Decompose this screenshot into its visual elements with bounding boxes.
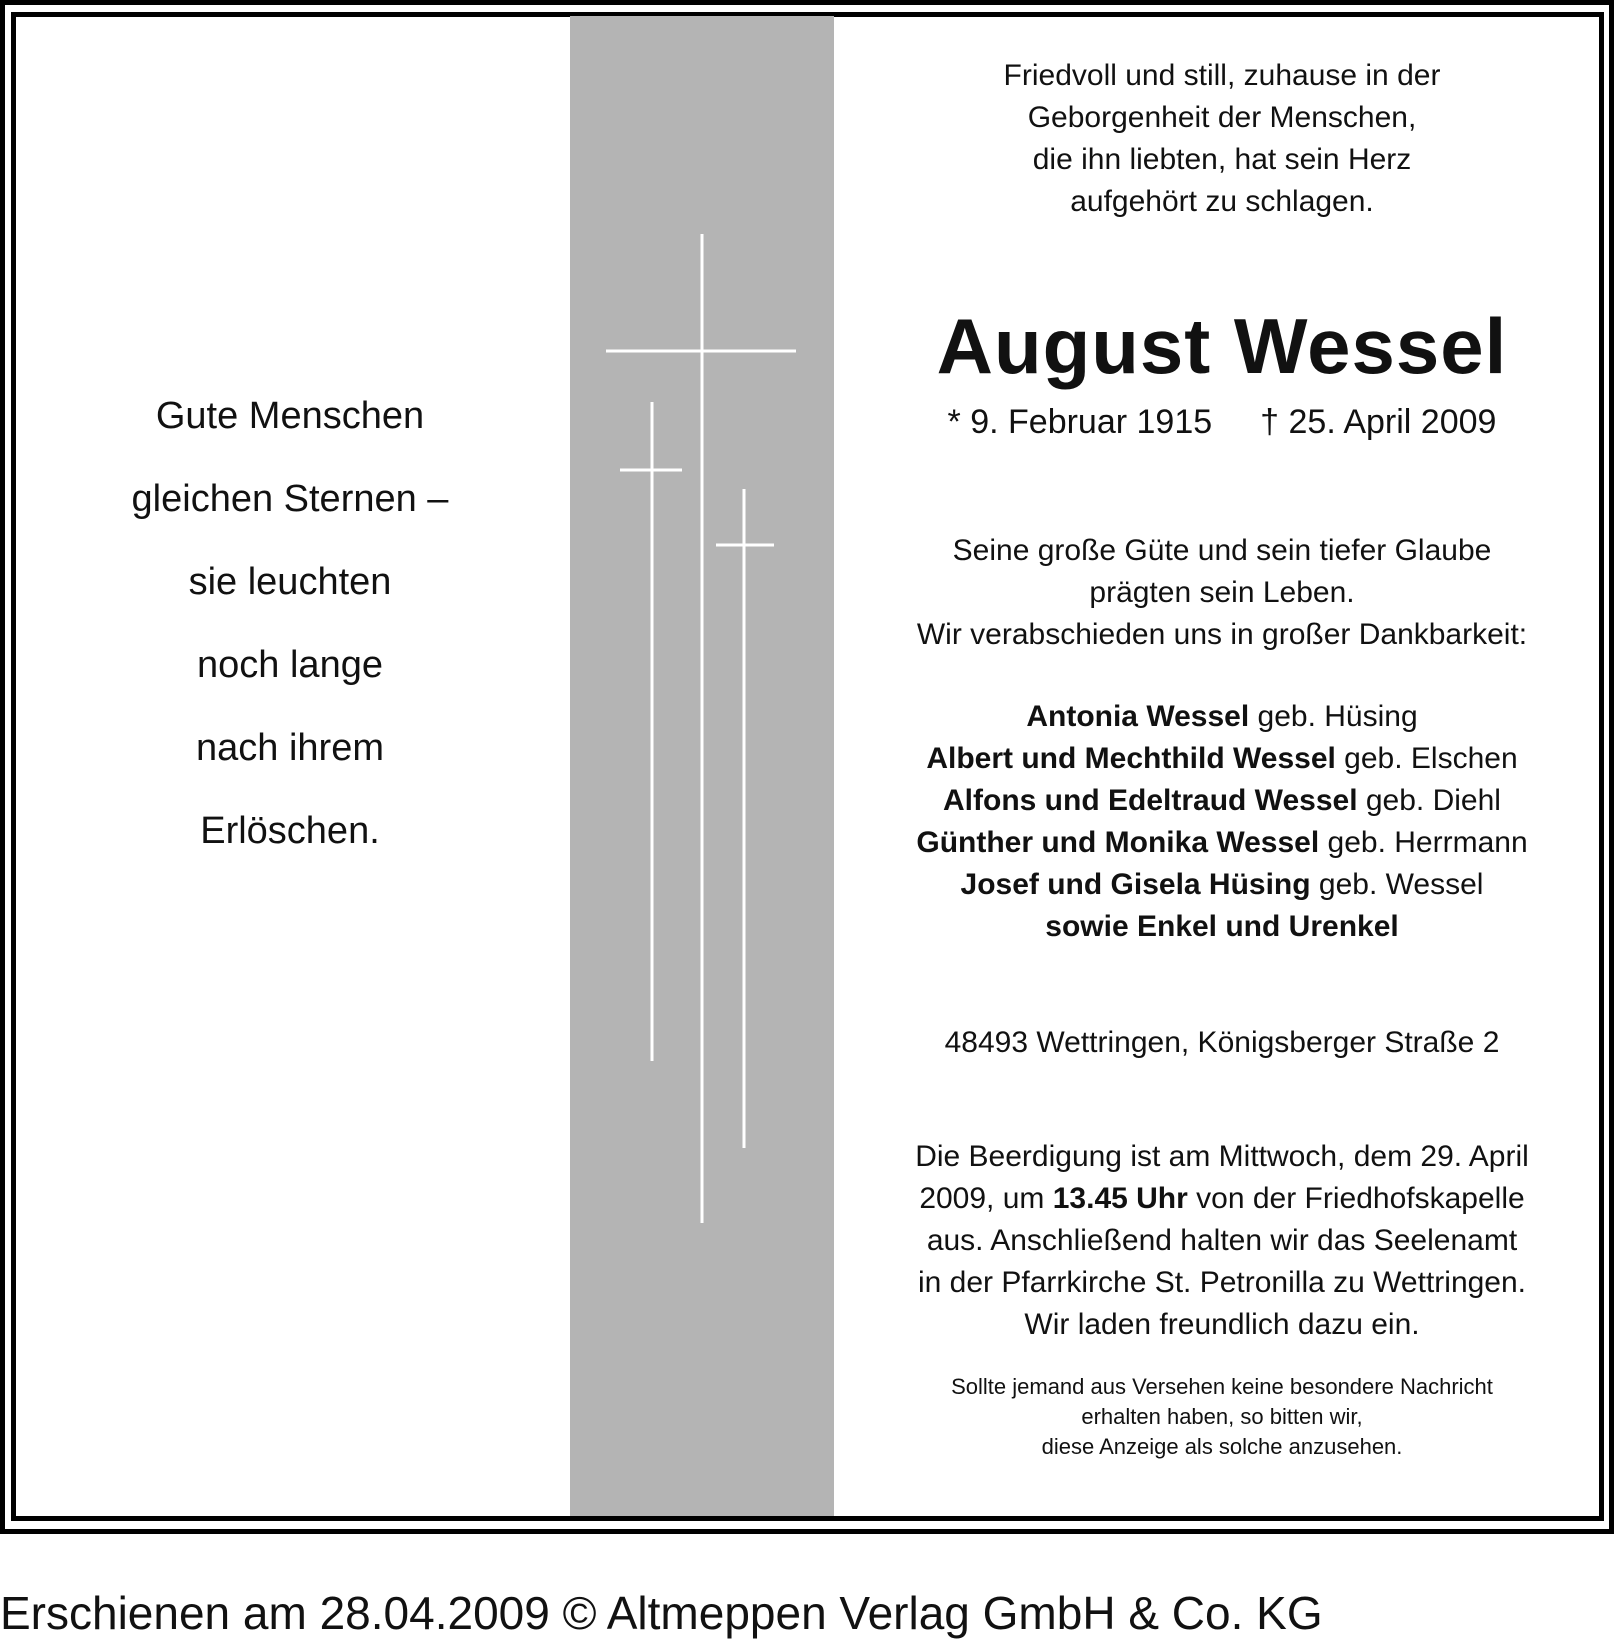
funeral-time: 13.45 Uhr	[1052, 1182, 1188, 1215]
cross-icon-medium	[620, 402, 682, 1061]
family-member-maiden: geb. Herrmann	[1319, 826, 1528, 859]
death-date: † 25. April 2009	[1260, 403, 1497, 441]
intro-line: aufgehört zu schlagen.	[1070, 185, 1374, 218]
family-member	[836, 864, 1608, 906]
publication-footer: Erschienen am 28.04.2009 © Altmeppen Verlag GmbH & Co. KG	[0, 1587, 1323, 1639]
family-member-names: Alfons und Edeltraud Wessel	[943, 784, 1358, 817]
notice-line: Sollte jemand aus Versehen keine besondere Nachricht	[951, 1374, 1493, 1399]
family-member-maiden: geb. Diehl	[1357, 784, 1501, 817]
family-member-maiden: geb. Hüsing	[1249, 700, 1418, 733]
family-member-maiden: geb. Elschen	[1335, 742, 1518, 775]
cross-icon-large	[606, 234, 796, 1223]
family-member-maiden: geb. Wessel	[1310, 868, 1484, 901]
poem-line: nach ihrem	[196, 727, 384, 769]
family-list	[836, 696, 1608, 948]
family-member-names: Albert und Mechthild Wessel	[926, 742, 1336, 775]
funeral-line	[836, 1178, 1608, 1220]
intro-line: Friedvoll und still, zuhause in der	[1003, 59, 1441, 92]
life-dates	[836, 400, 1608, 444]
deceased-name: August Wessel	[936, 302, 1508, 390]
address: 48493 Wettringen, Königsberger Straße 2	[944, 1026, 1500, 1059]
funeral-details	[836, 1136, 1608, 1346]
message-line: prägten sein Leben.	[1089, 576, 1355, 609]
cross-icon-small	[716, 489, 774, 1148]
intro-line: die ihn liebten, hat sein Herz	[1032, 143, 1412, 176]
family-member	[836, 780, 1608, 822]
family-member	[836, 906, 1608, 948]
family-member-names: sowie Enkel und Urenkel	[1045, 910, 1399, 943]
family-member	[836, 822, 1608, 864]
funeral-line: Die Beerdigung ist am Mittwoch, dem 29. April	[915, 1140, 1529, 1173]
poem-line: noch lange	[197, 644, 383, 686]
funeral-text: 2009, um	[919, 1182, 1053, 1215]
crosses-illustration	[570, 16, 834, 1516]
poem-line: gleichen Sternen –	[131, 478, 449, 520]
birth-date: * 9. Februar 1915	[947, 403, 1213, 441]
family-member	[836, 696, 1608, 738]
poem-line: Erlöschen.	[200, 810, 380, 852]
notice-line: erhalten haben, so bitten wir,	[1081, 1404, 1363, 1429]
family-member	[836, 738, 1608, 780]
funeral-line: aus. Anschließend halten wir das Seelenamt	[926, 1224, 1518, 1257]
notice-line: diese Anzeige als solche anzusehen.	[1041, 1434, 1403, 1459]
funeral-line: Wir laden freundlich dazu ein.	[1024, 1308, 1420, 1341]
family-member-names: Josef und Gisela Hüsing	[960, 868, 1311, 901]
notice-text	[836, 1372, 1608, 1462]
poem-line: sie leuchten	[188, 561, 392, 603]
funeral-text: von der Friedhofskapelle	[1187, 1182, 1525, 1215]
tribute-message	[836, 530, 1608, 656]
intro-line: Geborgenheit der Menschen,	[1027, 101, 1417, 134]
family-member-names: Günther und Monika Wessel	[916, 826, 1320, 859]
funeral-line: in der Pfarrkirche St. Petronilla zu Wettringen.	[917, 1266, 1527, 1299]
poem-line: Gute Menschen	[155, 395, 425, 437]
message-line: Wir verabschieden uns in großer Dankbarkeit:	[916, 618, 1528, 651]
intro-text	[836, 55, 1608, 223]
family-member-names: Antonia Wessel	[1026, 700, 1250, 733]
poem	[40, 375, 540, 873]
message-line: Seine große Güte und sein tiefer Glaube	[952, 534, 1492, 567]
